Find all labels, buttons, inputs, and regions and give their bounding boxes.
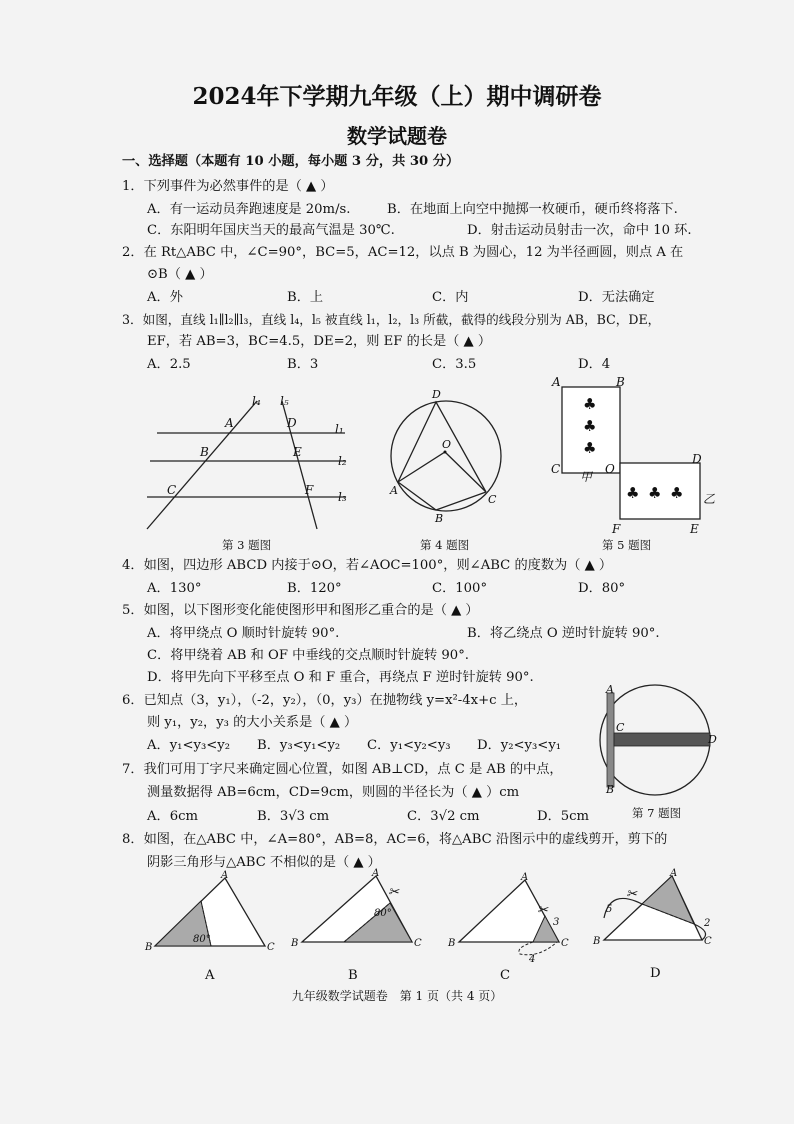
fig5-label-b: B (616, 375, 625, 389)
card-club-icon: ♣ (648, 484, 662, 502)
card-club-icon: ♣ (583, 417, 597, 435)
page-subtitle: 数学试题卷 (347, 124, 447, 148)
q1-option-d: D．射击运动员射击一次，命中 10 环. (467, 223, 692, 238)
fig8d-label-b: B (593, 936, 601, 947)
card-club-icon: ♣ (626, 484, 640, 502)
q6-option-d: D．y₂<y₃<y₁ (477, 738, 562, 753)
q2-option-d: D．无法确定 (578, 290, 655, 305)
figure-8-d (590, 868, 730, 958)
fig5-label-jia: 甲 (580, 470, 593, 484)
q5-stem: 5．如图，以下图形变化能使图形甲和图形乙重合的是（ ▲ ） (122, 603, 479, 618)
q4-stem: 4．如图，四边形 ABCD 内接于⊙O，若∠AOC=100°，则∠ABC 的度数为（ ▲ ） (122, 558, 613, 573)
fig7-caption: 第 7 题图 (632, 806, 682, 820)
figure-8-c (445, 870, 585, 965)
q5-option-c: C．将甲绕着 AB 和 OF 中垂线的交点顺时针旋转 90°. (147, 648, 469, 663)
fig4-label-c: C (488, 493, 497, 506)
fig7-label-b: B (606, 783, 615, 796)
q3-stem-1: 3．如图，直线 l₁∥l₂∥l₃，直线 l₄，l₅ 被直线 l₁，l₂，l₃ 所截，截得的线段分别为 AB，BC，DE， (122, 312, 661, 327)
fig8a-label-c: C (267, 942, 275, 953)
q3-option-d: D．4 (578, 357, 611, 372)
q7-option-d: D．5cm (537, 809, 590, 824)
q3-option-b: B．3 (287, 357, 319, 372)
fig5-label-e: E (690, 522, 699, 536)
fig5-label-c: C (551, 462, 561, 476)
q6-stem-2: 则 y₁，y₂，y₃ 的大小关系是（ ▲ ） (147, 715, 358, 730)
figure-8-a (145, 870, 285, 960)
q6-option-b: B．y₃<y₁<y₂ (257, 738, 341, 753)
fig3-label-b: B (200, 445, 209, 459)
card-club-icon: ♣ (583, 439, 597, 457)
q8-stem-1: 8．如图，在△ABC 中，∠A=80°，AB=8，AC=6，将△ABC 沿图示中的虚线剪开，剪下的 (122, 832, 668, 847)
scissors-icon: ✂ (537, 903, 548, 918)
fig8c-label-a: A (521, 872, 529, 883)
page-footer: 九年级数学试题卷 第 1 页（共 4 页） (291, 989, 503, 1003)
fig5-label-a: A (552, 375, 561, 389)
q8-stem-2: 阴影三角形与△ABC 不相似的是（ ▲ ） (147, 855, 381, 870)
q2-stem-2: ⊙B（ ▲ ） (147, 267, 213, 282)
card-club-icon: ♣ (583, 395, 597, 413)
fig5-caption: 第 5 题图 (602, 538, 652, 552)
q3-option-a: A．2.5 (147, 357, 191, 372)
q8-option-a: A (205, 968, 215, 983)
fig4-label-o: O (442, 438, 452, 451)
fig4-label-a: A (390, 484, 398, 497)
fig3-label-c: C (167, 483, 177, 497)
q4-option-c: C．100° (432, 581, 488, 596)
q1-option-b: B．在地面上向空中抛掷一枚硬币，硬币终将落下. (387, 202, 678, 217)
q3-option-c: C．3.5 (432, 357, 477, 372)
fig4-caption: 第 4 题图 (420, 538, 470, 552)
fig3-caption: 第 3 题图 (222, 538, 272, 552)
q7-stem-2: 测量数据得 AB=6cm，CD=9cm，则圆的半径长为（ ▲ ）cm (147, 785, 520, 800)
q3-stem-2: EF，若 AB=3，BC=4.5，DE=2，则 EF 的长是（ ▲ ） (147, 334, 492, 349)
q7-stem-1: 7．我们可用丁字尺来确定圆心位置，如图 AB⊥CD，点 C 是 AB 的中点， (122, 762, 563, 777)
fig8d-label-c: C (704, 936, 712, 947)
fig8b-angle: 80° (374, 908, 392, 919)
fig3-label-l4: l₄ (252, 394, 261, 408)
figure-8-b (290, 870, 430, 960)
fig8d-length-2: 2 (704, 918, 711, 929)
q4-option-d: D．80° (578, 581, 626, 596)
fig4-label-d: D (432, 388, 441, 401)
figure-7 (597, 685, 717, 800)
q2-option-b: B．上 (287, 290, 324, 305)
q5-option-d: D．将甲先向下平移至点 O 和 F 重合，再绕点 F 逆时针旋转 90°. (147, 670, 534, 685)
figure-5 (550, 375, 716, 537)
fig3-label-a: A (225, 416, 234, 430)
q7-option-a: A．6cm (147, 809, 198, 824)
fig8c-length-3: 3 (553, 917, 560, 928)
fig8c-label-b: B (448, 938, 456, 949)
q6-option-c: C．y₁<y₂<y₃ (367, 738, 451, 753)
fig8b-label-a: A (372, 868, 380, 879)
fig8c-label-c: C (561, 938, 569, 949)
q1-option-a: A．有一运动员奔跑速度是 20m/s. (147, 202, 351, 217)
fig3-label-l2: l₂ (338, 454, 347, 468)
fig3-label-l1: l₁ (335, 422, 344, 436)
fig3-label-l5: l₅ (280, 394, 289, 408)
fig7-label-d: D (708, 733, 717, 746)
fig8d-length-5: 5 (606, 904, 613, 915)
q5-option-b: B．将乙绕点 O 逆时针旋转 90°. (467, 626, 660, 641)
q2-option-c: C．内 (432, 290, 469, 305)
q6-option-a: A．y₁<y₃<y₂ (147, 738, 231, 753)
q4-option-b: B．120° (287, 581, 342, 596)
q4-option-a: A．130° (147, 581, 202, 596)
fig5-label-d: D (692, 452, 702, 466)
q2-stem-1: 2．在 Rt△ABC 中，∠C=90°，BC=5，AC=12，以点 B 为圆心，12 为半径画圆，则点 A 在 (122, 245, 684, 260)
q5-option-a: A．将甲绕点 O 顺时针旋转 90°. (147, 626, 340, 641)
fig8a-angle: 80° (193, 934, 211, 945)
page-title: 2024年下学期九年级（上）期中调研卷 (192, 83, 602, 110)
scissors-icon: ✂ (626, 887, 637, 902)
card-club-icon: ♣ (670, 484, 684, 502)
fig3-label-f: F (305, 483, 314, 497)
q2-option-a: A．外 (147, 290, 183, 305)
fig5-label-yi: 乙 (703, 492, 716, 506)
section-heading: 一、选择题（本题有 10 小题，每小题 3 分，共 30 分） (122, 154, 460, 169)
fig7-label-c: C (616, 721, 625, 734)
fig5-label-f: F (612, 522, 621, 536)
q7-option-c: C．3√2 cm (407, 809, 480, 824)
fig3-label-d: D (287, 416, 297, 430)
fig4-label-b: B (435, 512, 444, 525)
q7-option-b: B．3√3 cm (257, 809, 330, 824)
scissors-icon: ✂ (388, 885, 399, 900)
fig3-label-e: E (293, 445, 302, 459)
fig8b-label-b: B (291, 938, 299, 949)
fig8a-label-a: A (221, 870, 229, 881)
q8-option-b: B (348, 968, 358, 983)
q8-option-c: C (500, 968, 511, 983)
q6-stem-1: 6．已知点（3，y₁），（-2，y₂），（0，y₃）在抛物线 y=x²-4x+c 上， (122, 693, 528, 708)
q1-option-c: C．东阳明年国庆当天的最高气温是 30℃. (147, 223, 395, 238)
figure-4 (390, 388, 510, 523)
q1-stem: 1．下列事件为必然事件的是（ ▲ ） (122, 179, 334, 194)
q8-option-d: D (650, 966, 661, 981)
fig8d-label-a: A (670, 868, 678, 879)
fig8b-label-c: C (414, 938, 422, 949)
fig7-label-a: A (606, 683, 614, 696)
figure-3 (135, 395, 365, 535)
fig8a-label-b: B (145, 942, 153, 953)
fig5-label-o: O (605, 462, 615, 476)
fig3-label-l3: l₃ (338, 490, 347, 504)
fig8c-length-4: 4 (529, 954, 536, 965)
